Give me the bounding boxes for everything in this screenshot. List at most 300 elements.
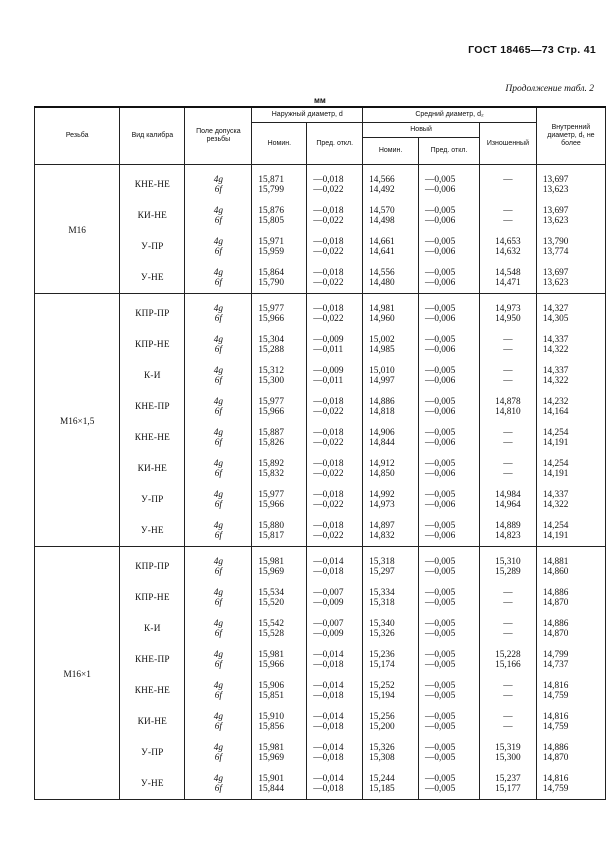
- inner-4g: 14,816: [542, 773, 569, 784]
- worn-4g: —: [503, 458, 513, 469]
- inner-4g: 13,790: [542, 236, 569, 247]
- tolerance-lower: 6f: [214, 277, 222, 288]
- outer-dev-6f: —0,011: [313, 344, 344, 355]
- tolerance-upper: 4g: [213, 303, 224, 314]
- gauge-type: КПР-НЕ: [120, 582, 185, 613]
- worn-4g: 14,984: [495, 489, 521, 500]
- inner-4g: 13,697: [542, 205, 569, 216]
- page-header: ГОСТ 18465—73 Стр. 41: [468, 44, 596, 56]
- tolerance-upper: 4g: [213, 427, 224, 438]
- cell-tol: [185, 644, 252, 675]
- inner-6f: 14,191: [542, 468, 569, 479]
- pitch-nom-4g: 15,340: [369, 618, 395, 629]
- outer-dev-4g: —0,014: [313, 711, 344, 722]
- cell-worn: [479, 582, 536, 613]
- tolerance-upper: 4g: [213, 458, 224, 469]
- pitch-dev-4g: —0,005: [425, 520, 456, 531]
- cell-d2-nom: [363, 200, 419, 231]
- outer-dev-6f: —0,022: [313, 184, 344, 195]
- cell-worn: [479, 422, 536, 453]
- table-row: [35, 613, 606, 644]
- worn-6f: 14,632: [495, 246, 521, 257]
- pitch-dev-4g: —0,005: [425, 711, 456, 722]
- cell-worn: [479, 768, 536, 800]
- cell-d-dev: [307, 262, 363, 294]
- inner-6f: 13,623: [542, 277, 569, 288]
- cell-tol: [185, 515, 252, 547]
- cell-tol: [185, 391, 252, 422]
- cell-d-dev: [307, 547, 363, 583]
- cell-d-dev: [307, 200, 363, 231]
- pitch-nom-4g: 14,897: [369, 520, 395, 531]
- cell-worn: [479, 547, 536, 583]
- pitch-dev-6f: —0,005: [425, 783, 456, 794]
- table-row: [35, 515, 606, 547]
- outer-nom-6f: 15,832: [258, 468, 284, 479]
- worn-6f: 15,289: [495, 566, 521, 577]
- pitch-nom-6f: 15,200: [369, 721, 395, 732]
- cell-tol: [185, 422, 252, 453]
- inner-4g: 14,881: [542, 556, 569, 567]
- table-row: [35, 453, 606, 484]
- worn-4g: 14,548: [495, 267, 521, 278]
- cell-d-nom: [252, 484, 307, 515]
- cell-worn: [479, 675, 536, 706]
- cell-d-dev: [307, 231, 363, 262]
- worn-6f: —: [503, 721, 513, 732]
- inner-6f: 14,164: [542, 406, 569, 417]
- gauge-type: КНЕ-НЕ: [120, 165, 185, 201]
- pitch-nom-4g: 15,244: [369, 773, 395, 784]
- cell-d-dev: [307, 165, 363, 201]
- cell-d2-dev: [419, 613, 480, 644]
- outer-nom-6f: 15,790: [258, 277, 284, 288]
- cell-d2-dev: [419, 391, 480, 422]
- pitch-dev-4g: —0,005: [425, 556, 456, 567]
- cell-worn: [479, 391, 536, 422]
- pitch-dev-6f: —0,005: [425, 566, 456, 577]
- tolerance-upper: 4g: [213, 489, 224, 500]
- table-continuation-caption: Продолжение табл. 2: [505, 84, 594, 94]
- cell-d-dev: [307, 515, 363, 547]
- outer-nom-4g: 15,981: [258, 649, 284, 660]
- pitch-dev-4g: —0,005: [425, 236, 456, 247]
- tolerance-lower: 6f: [214, 468, 222, 479]
- pitch-nom-6f: 14,850: [369, 468, 395, 479]
- worn-6f: —: [503, 437, 513, 448]
- cell-d2-dev: [419, 453, 480, 484]
- inner-6f: 14,191: [542, 530, 569, 541]
- worn-4g: 15,319: [495, 742, 521, 753]
- table-body: [35, 165, 606, 800]
- table-row: [35, 582, 606, 613]
- cell-d-dev: [307, 329, 363, 360]
- pitch-nom-4g: 14,566: [369, 174, 395, 185]
- pitch-dev-4g: —0,005: [425, 267, 456, 278]
- outer-dev-4g: —0,018: [313, 236, 344, 247]
- cell-d-nom: [252, 329, 307, 360]
- outer-nom-6f: 15,520: [258, 597, 284, 608]
- cell-d1: [536, 768, 605, 800]
- tolerance-upper: 4g: [213, 680, 224, 691]
- outer-dev-4g: —0,007: [313, 618, 344, 629]
- cell-d-nom: [252, 422, 307, 453]
- cell-d2-dev: [419, 200, 480, 231]
- cell-d-nom: [252, 675, 307, 706]
- cell-d2-dev: [419, 231, 480, 262]
- inner-6f: 13,774: [542, 246, 569, 257]
- pitch-nom-6f: 15,318: [369, 597, 395, 608]
- pitch-dev-6f: —0,006: [425, 215, 456, 226]
- gauge-type: К-И: [120, 613, 185, 644]
- pitch-dev-6f: —0,006: [425, 499, 456, 510]
- cell-tol: [185, 453, 252, 484]
- col-inner-diameter-header: Внутренний диаметр, d₁ не более: [536, 107, 605, 165]
- table-row: [35, 391, 606, 422]
- cell-d1: [536, 294, 605, 330]
- pitch-nom-4g: 15,010: [369, 365, 395, 376]
- cell-d-nom: [252, 294, 307, 330]
- cell-d2-dev: [419, 644, 480, 675]
- cell-d2-nom: [363, 360, 419, 391]
- col-worn-header: Изношенный: [479, 123, 536, 165]
- inner-6f: 14,759: [542, 783, 569, 794]
- cell-d-dev: [307, 360, 363, 391]
- tolerance-lower: 6f: [214, 246, 222, 257]
- outer-nom-6f: 15,969: [258, 752, 284, 763]
- table-row: [35, 706, 606, 737]
- cell-d1: [536, 422, 605, 453]
- inner-6f: 14,322: [542, 344, 569, 355]
- cell-worn: [479, 515, 536, 547]
- pitch-dev-6f: —0,005: [425, 752, 456, 763]
- table-row: [35, 360, 606, 391]
- cell-tol: [185, 737, 252, 768]
- table-row: [35, 675, 606, 706]
- table-row: [35, 200, 606, 231]
- worn-4g: —: [503, 205, 513, 216]
- cell-d2-nom: [363, 453, 419, 484]
- inner-6f: 14,737: [542, 659, 569, 670]
- outer-nom-4g: 15,977: [258, 396, 284, 407]
- table-row: [35, 262, 606, 294]
- pitch-dev-6f: —0,006: [425, 184, 456, 195]
- cell-tol: [185, 706, 252, 737]
- outer-nom-4g: 15,906: [258, 680, 284, 691]
- gauge-type: КИ-НЕ: [120, 706, 185, 737]
- col-outer-diameter-header: Наружный диаметр, d: [252, 107, 363, 123]
- pitch-nom-6f: 14,498: [369, 215, 395, 226]
- pitch-nom-4g: 14,886: [369, 396, 395, 407]
- cell-d1: [536, 484, 605, 515]
- worn-6f: —: [503, 215, 513, 226]
- pitch-dev-4g: —0,005: [425, 773, 456, 784]
- tolerance-lower: 6f: [214, 344, 222, 355]
- inner-4g: 14,337: [542, 334, 569, 345]
- outer-nom-4g: 15,981: [258, 556, 284, 567]
- col-pitch-diameter-header: Средний диаметр, d₂: [363, 107, 537, 123]
- cell-d2-nom: [363, 262, 419, 294]
- gauge-type: У-ПР: [120, 231, 185, 262]
- pitch-nom-6f: 14,492: [369, 184, 395, 195]
- tolerance-lower: 6f: [214, 690, 222, 701]
- table-row: [35, 644, 606, 675]
- pitch-nom-6f: 14,973: [369, 499, 395, 510]
- gauge-type: КНЕ-ПР: [120, 391, 185, 422]
- gauge-type: К-И: [120, 360, 185, 391]
- outer-nom-4g: 15,880: [258, 520, 284, 531]
- cell-d2-nom: [363, 706, 419, 737]
- gauge-dimensions-table: [34, 106, 606, 800]
- worn-4g: —: [503, 365, 513, 376]
- tolerance-upper: 4g: [213, 396, 224, 407]
- outer-nom-4g: 15,901: [258, 773, 284, 784]
- pitch-dev-4g: —0,005: [425, 489, 456, 500]
- cell-d-nom: [252, 200, 307, 231]
- outer-nom-6f: 15,288: [258, 344, 284, 355]
- pitch-dev-6f: —0,006: [425, 406, 456, 417]
- inner-4g: 14,254: [542, 427, 569, 438]
- cell-d-nom: [252, 582, 307, 613]
- worn-6f: —: [503, 628, 513, 639]
- cell-tol: [185, 360, 252, 391]
- pitch-nom-6f: 15,308: [369, 752, 395, 763]
- pitch-nom-4g: 15,002: [369, 334, 395, 345]
- outer-dev-6f: —0,009: [313, 628, 344, 639]
- pitch-nom-4g: 15,334: [369, 587, 395, 598]
- inner-4g: 14,232: [542, 396, 569, 407]
- outer-nom-4g: 15,971: [258, 236, 284, 247]
- inner-6f: 13,623: [542, 184, 569, 195]
- outer-nom-4g: 15,871: [258, 174, 284, 185]
- cell-d1: [536, 706, 605, 737]
- cell-d1: [536, 737, 605, 768]
- tolerance-upper: 4g: [213, 174, 224, 185]
- cell-d2-nom: [363, 737, 419, 768]
- gauge-type: У-НЕ: [120, 515, 185, 547]
- tolerance-lower: 6f: [214, 437, 222, 448]
- cell-d2-nom: [363, 582, 419, 613]
- cell-d2-nom: [363, 484, 419, 515]
- cell-d2-nom: [363, 391, 419, 422]
- pitch-dev-4g: —0,005: [425, 396, 456, 407]
- pitch-dev-6f: —0,005: [425, 628, 456, 639]
- inner-4g: 14,799: [542, 649, 569, 660]
- pitch-dev-4g: —0,005: [425, 303, 456, 314]
- cell-tol: [185, 613, 252, 644]
- cell-d1: [536, 329, 605, 360]
- cell-worn: [479, 165, 536, 201]
- outer-nom-4g: 15,542: [258, 618, 284, 629]
- tolerance-lower: 6f: [214, 783, 222, 794]
- cell-d2-dev: [419, 484, 480, 515]
- col-new-header: Новый: [363, 123, 480, 138]
- pitch-nom-6f: 14,985: [369, 344, 395, 355]
- tolerance-lower: 6f: [214, 184, 222, 195]
- outer-nom-6f: 15,300: [258, 375, 284, 386]
- cell-tol: [185, 294, 252, 330]
- outer-dev-4g: —0,009: [313, 334, 344, 345]
- pitch-dev-6f: —0,005: [425, 597, 456, 608]
- gauge-type: КПР-ПР: [120, 294, 185, 330]
- worn-6f: —: [503, 375, 513, 386]
- outer-nom-4g: 15,977: [258, 303, 284, 314]
- cell-d2-dev: [419, 547, 480, 583]
- tolerance-upper: 4g: [213, 556, 224, 567]
- worn-6f: —: [503, 344, 513, 355]
- pitch-dev-6f: —0,006: [425, 468, 456, 479]
- outer-dev-6f: —0,022: [313, 499, 344, 510]
- inner-4g: 14,254: [542, 458, 569, 469]
- pitch-nom-6f: 15,326: [369, 628, 395, 639]
- cell-d-dev: [307, 582, 363, 613]
- outer-nom-4g: 15,887: [258, 427, 284, 438]
- cell-d2-dev: [419, 329, 480, 360]
- outer-dev-6f: —0,022: [313, 246, 344, 257]
- cell-d2-dev: [419, 515, 480, 547]
- table-row: [35, 329, 606, 360]
- cell-d2-dev: [419, 706, 480, 737]
- cell-d1: [536, 200, 605, 231]
- pitch-nom-6f: 14,832: [369, 530, 395, 541]
- outer-dev-4g: —0,018: [313, 427, 344, 438]
- tolerance-lower: 6f: [214, 721, 222, 732]
- outer-nom-6f: 15,966: [258, 659, 284, 670]
- cell-d2-nom: [363, 165, 419, 201]
- cell-d2-dev: [419, 360, 480, 391]
- gauge-type: КИ-НЕ: [120, 453, 185, 484]
- tolerance-lower: 6f: [214, 566, 222, 577]
- pitch-nom-6f: 15,185: [369, 783, 395, 794]
- tolerance-lower: 6f: [214, 313, 222, 324]
- pitch-nom-6f: 15,194: [369, 690, 395, 701]
- gauge-type: КПР-НЕ: [120, 329, 185, 360]
- outer-dev-4g: —0,018: [313, 458, 344, 469]
- cell-d1: [536, 547, 605, 583]
- pitch-nom-4g: 14,981: [369, 303, 395, 314]
- outer-dev-4g: —0,018: [313, 489, 344, 500]
- worn-6f: —: [503, 690, 513, 701]
- outer-nom-6f: 15,799: [258, 184, 284, 195]
- cell-d2-dev: [419, 165, 480, 201]
- outer-nom-4g: 15,977: [258, 489, 284, 500]
- pitch-nom-4g: 15,256: [369, 711, 395, 722]
- table-row: [35, 737, 606, 768]
- gauge-type: У-ПР: [120, 737, 185, 768]
- cell-tol: [185, 547, 252, 583]
- outer-nom-4g: 15,876: [258, 205, 284, 216]
- cell-worn: [479, 737, 536, 768]
- col-gauge-type-header: Вид калибра: [120, 107, 185, 165]
- pitch-nom-4g: 15,252: [369, 680, 395, 691]
- worn-6f: 15,177: [495, 783, 521, 794]
- outer-nom-6f: 15,805: [258, 215, 284, 226]
- pitch-dev-6f: —0,006: [425, 344, 456, 355]
- gauge-type: КИ-НЕ: [120, 200, 185, 231]
- outer-dev-4g: —0,007: [313, 587, 344, 598]
- gauge-type: КНЕ-ПР: [120, 644, 185, 675]
- inner-6f: 13,623: [542, 215, 569, 226]
- outer-dev-6f: —0,022: [313, 277, 344, 288]
- cell-d-dev: [307, 768, 363, 800]
- cell-d-dev: [307, 675, 363, 706]
- outer-nom-4g: 15,304: [258, 334, 284, 345]
- cell-d1: [536, 675, 605, 706]
- col-tolerance-header: Поле допуска резьбы: [185, 107, 252, 165]
- cell-d2-nom: [363, 547, 419, 583]
- cell-d-nom: [252, 262, 307, 294]
- inner-4g: 14,886: [542, 587, 569, 598]
- cell-d-nom: [252, 706, 307, 737]
- outer-dev-4g: —0,018: [313, 520, 344, 531]
- tolerance-upper: 4g: [213, 742, 224, 753]
- worn-6f: 14,810: [495, 406, 521, 417]
- pitch-dev-4g: —0,005: [425, 427, 456, 438]
- cell-worn: [479, 329, 536, 360]
- cell-d-dev: [307, 706, 363, 737]
- outer-dev-6f: —0,018: [313, 690, 344, 701]
- worn-6f: 14,823: [495, 530, 521, 541]
- inner-4g: 14,816: [542, 711, 569, 722]
- pitch-nom-4g: 14,906: [369, 427, 395, 438]
- cell-d2-dev: [419, 262, 480, 294]
- outer-nom-6f: 15,966: [258, 406, 284, 417]
- gauge-type: У-ПР: [120, 484, 185, 515]
- tolerance-upper: 4g: [213, 365, 224, 376]
- inner-6f: 14,870: [542, 752, 569, 763]
- outer-dev-6f: —0,022: [313, 406, 344, 417]
- tolerance-lower: 6f: [214, 215, 222, 226]
- cell-tol: [185, 582, 252, 613]
- tolerance-upper: 4g: [213, 649, 224, 660]
- outer-dev-4g: —0,014: [313, 773, 344, 784]
- outer-nom-4g: 15,910: [258, 711, 284, 722]
- outer-dev-4g: —0,018: [313, 396, 344, 407]
- worn-4g: —: [503, 618, 513, 629]
- outer-nom-6f: 15,844: [258, 783, 284, 794]
- outer-dev-4g: —0,014: [313, 742, 344, 753]
- worn-4g: 14,878: [495, 396, 521, 407]
- cell-d-nom: [252, 360, 307, 391]
- tolerance-lower: 6f: [214, 659, 222, 670]
- outer-nom-6f: 15,966: [258, 313, 284, 324]
- cell-d2-nom: [363, 613, 419, 644]
- table-row: [35, 294, 606, 330]
- cell-d1: [536, 231, 605, 262]
- pitch-dev-6f: —0,005: [425, 690, 456, 701]
- cell-d-dev: [307, 294, 363, 330]
- pitch-dev-4g: —0,005: [425, 587, 456, 598]
- outer-dev-6f: —0,022: [313, 468, 344, 479]
- pitch-dev-4g: —0,005: [425, 742, 456, 753]
- cell-worn: [479, 644, 536, 675]
- pitch-nom-4g: 15,236: [369, 649, 395, 660]
- outer-nom-6f: 15,856: [258, 721, 284, 732]
- outer-nom-4g: 15,534: [258, 587, 284, 598]
- cell-d-dev: [307, 737, 363, 768]
- thread-designation: М16×1,5: [35, 294, 120, 547]
- worn-6f: 14,471: [495, 277, 521, 288]
- outer-dev-4g: —0,014: [313, 649, 344, 660]
- pitch-dev-6f: —0,006: [425, 437, 456, 448]
- gauge-type: КНЕ-НЕ: [120, 675, 185, 706]
- col-outer-nom-header: Номин.: [252, 123, 307, 165]
- cell-d2-dev: [419, 422, 480, 453]
- cell-tol: [185, 768, 252, 800]
- cell-d2-nom: [363, 644, 419, 675]
- cell-d2-nom: [363, 675, 419, 706]
- pitch-dev-6f: —0,005: [425, 659, 456, 670]
